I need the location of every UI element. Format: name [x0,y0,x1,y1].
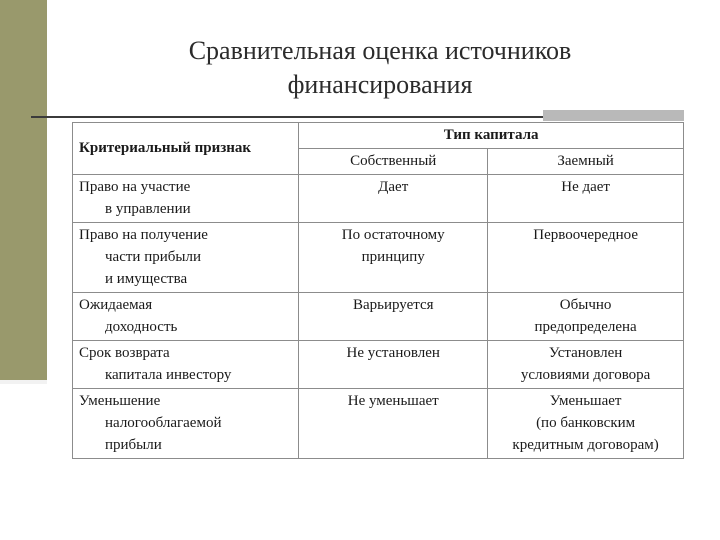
criterion-line: Уменьшение [79,393,161,409]
row-borrowed [488,175,684,223]
own-line: Не уменьшает [347,393,439,409]
criterion-line: налогооблагаемой [105,415,222,431]
table-row [73,293,684,341]
slide-title [60,34,700,102]
title-line-2: финансирования [287,70,473,99]
borrowed-line: условиями договора [520,367,651,383]
borrowed-line: Установлен [548,345,623,361]
comparison-table [72,122,684,459]
decorative-side-bar [0,0,47,384]
row-own [299,175,488,223]
borrowed-line: кредитным договорам) [512,437,659,453]
own-line: Дает [378,179,409,195]
row-borrowed [488,293,684,341]
row-own [299,293,488,341]
own-line: По остаточному [341,227,445,243]
title-accent-bar [543,110,684,121]
criterion-line: Право на получение [79,227,208,243]
row-own [299,341,488,389]
row-criterion [73,389,299,459]
criterion-line: части прибыли [105,249,201,265]
table-row [73,175,684,223]
borrowed-line: Не дает [561,179,610,195]
criterion-line: прибыли [105,437,162,453]
header-row-1 [73,123,684,149]
criterion-line: капитала инвестору [105,367,232,383]
title-line-1: Сравнительная оценка источников [188,36,572,65]
row-criterion [73,341,299,389]
row-criterion [73,223,299,293]
title-underline [31,116,543,118]
borrowed-line: предопределена [534,319,637,335]
criterion-line: доходность [105,319,178,335]
own-line: Варьируется [352,297,434,313]
borrowed-line: Первоочередное [533,227,638,243]
table-row [73,389,684,459]
criterion-line: Срок возврата [79,345,170,361]
criterion-line: Право на участие [79,179,191,195]
own-line: принципу [361,249,425,265]
row-criterion [73,175,299,223]
row-own [299,389,488,459]
criterion-line: в управлении [105,201,191,217]
criterion-line: Ожидаемая [79,297,153,313]
side-gap [0,384,47,540]
header-own: Собственный [299,149,488,175]
criterion-line: и имущества [105,271,188,287]
borrowed-line: (по банковским [536,415,636,431]
table-row [73,341,684,389]
row-borrowed [488,223,684,293]
header-borrowed: Заемный [488,149,684,175]
borrowed-line: Обычно [559,297,612,313]
table-row [73,223,684,293]
row-criterion [73,293,299,341]
borrowed-line: Уменьшает [549,393,622,409]
own-line: Не установлен [346,345,440,361]
row-borrowed [488,389,684,459]
row-borrowed [488,341,684,389]
header-criterion: Критериальный признак [73,123,299,175]
row-own [299,223,488,293]
header-capital-type: Тип капитала [299,123,684,149]
